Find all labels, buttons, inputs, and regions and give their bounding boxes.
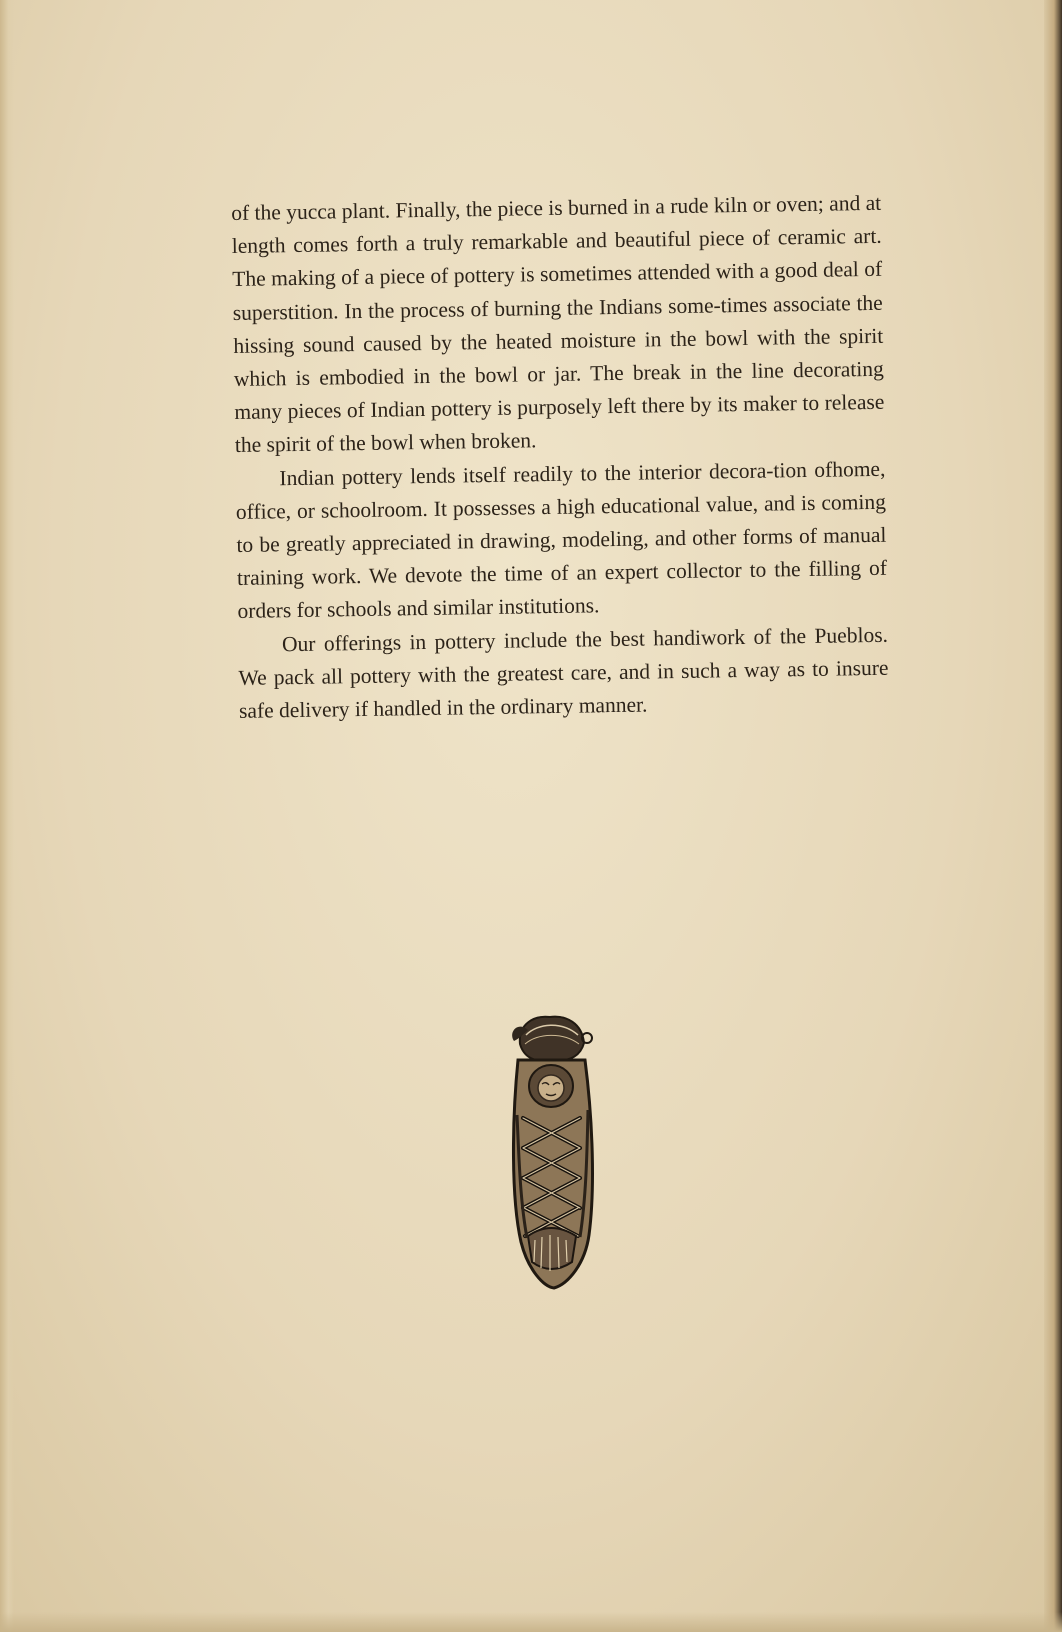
paragraph-interior-decoration: Indian pottery lends itself readily to the interior decora-tion ofhome, office, or schoolroom. It possesses a high educational value, and is coming to be greatly appreciated in drawing, modeling, and other forms of manual training work. We devote the time of an expert collector to the filling of orders for schools and similar institutions.: [235, 456, 888, 624]
cradleboard-illustration: [490, 1010, 614, 1296]
page-bottom-edge: [0, 1612, 1062, 1632]
book-binding-edge: [1044, 0, 1062, 1632]
page-left-edge: [0, 0, 14, 1632]
body-text: [231, 187, 889, 728]
paragraph-pottery-offerings: Our offerings in pottery include the best handiwork of the Pueblos. We pack all pottery with the greatest care, and in such a way as to insure safe delivery if handled in the ordinary manner.: [238, 622, 889, 723]
cradleboard-illustration-icon: [490, 1010, 614, 1296]
paragraph-pottery-burning: of the yucca plant. Finally, the piece is burned in a rude kiln or oven; and at length comes forth a truly remarkable and beautiful piece of ceramic art. The making of a piece of pottery is sometimes attended with a good deal of superstition. In the process of burning the Indians some-times associate the hissing sound caused by the heated moisture in the bowl with the spirit which is embodied in the bowl or jar. The break in the line decorating many pieces of Indian pottery is purposely left there by its maker to release the spirit of the bowl when broken.: [231, 190, 885, 458]
